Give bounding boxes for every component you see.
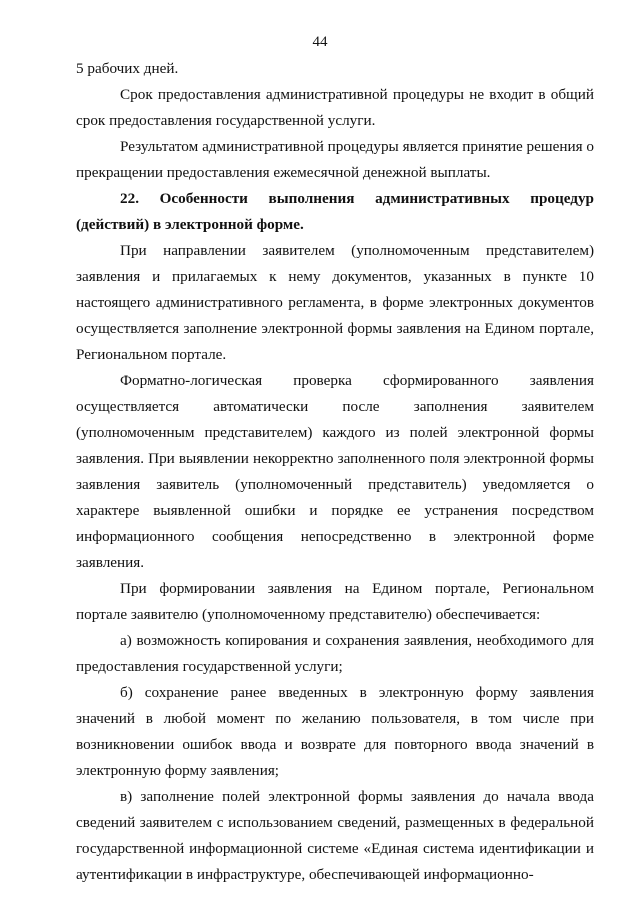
paragraph-portal-provision: При формировании заявления на Едином портале, Региональном портале заявителю (уполномоченному представителю) обеспечивается: [76,580,594,623]
list-item-c: в) заполнение полей электронной формы заявления до начала ввода сведений заявителем с использованием сведений, размещенных в федеральной государственной информационной системе «Единая система идентификации и аутентификации в инфраструктуре, обеспечивающей информационно- [76,788,594,883]
paragraph-deadline: 5 рабочих дней. [76,60,179,77]
section-heading-22: 22. Особенности выполнения административных процедур (действий) в электронной форме. [76,190,594,233]
paragraph-format-check: Форматно-логическая проверка сформированного заявления осуществляется автоматически после заполнения заявителем (уполномоченным представителем) каждого из полей электронной формы заявления. При выявлении некорректно заполненного поля электронной формы заявления заявитель (уполномоченный представитель) уведомляется о характере выявленной ошибки и порядке ее устранения посредством информационного сообщения непосредственно в электронной форме заявления. [76,372,594,571]
paragraph-electronic-submission: При направлении заявителем (уполномоченным представителем) заявления и прилагаемых к нему документов, указанных в пункте 10 настоящего административного регламента, в форме электронных документов осуществляется заполнение электронной формы заявления на Едином портале, Региональном портале. [76,242,594,363]
paragraph-procedure-result: Результатом административной процедуры является принятие решения о прекращении предоставления ежемесячной денежной выплаты. [76,138,594,181]
list-item-b: б) сохранение ранее введенных в электронную форму заявления значений в любой момент по желанию пользователя, в том числе при возникновении ошибок ввода и возврате для повторного ввода значений в электронную форму заявления; [76,684,594,779]
page-number: 44 [312,34,328,50]
paragraph-procedure-term: Срок предоставления административной процедуры не входит в общий срок предоставления государственной услуги. [76,86,594,129]
document-body [76,56,594,888]
list-item-a: а) возможность копирования и сохранения заявления, необходимого для предоставления государственной услуги; [76,632,594,675]
